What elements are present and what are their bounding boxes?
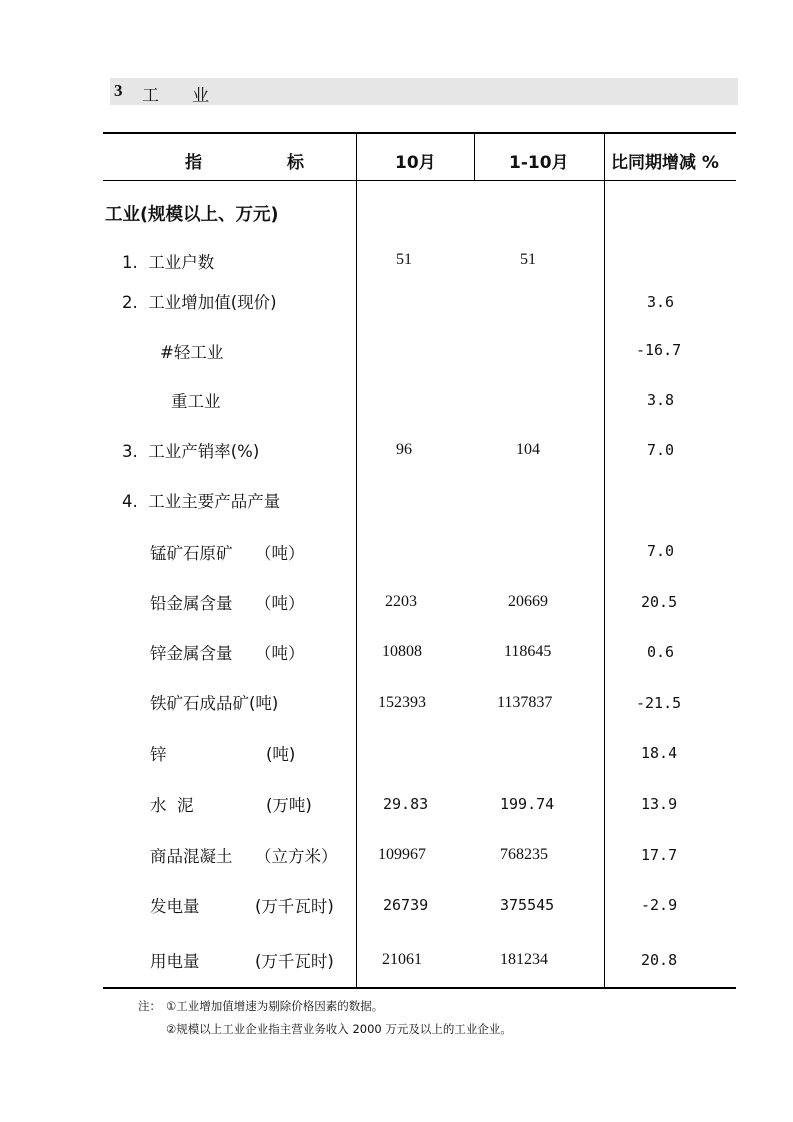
section-title-char-1: 工 — [142, 86, 159, 106]
row-unit: （吨） — [255, 544, 305, 563]
row-ytd-value: 51 — [520, 251, 536, 268]
header-indicator-a: 指 — [185, 153, 202, 173]
row-label: 铁矿石成品矿(吨) — [150, 694, 279, 713]
row-month-value: 26739 — [383, 896, 429, 914]
row-ytd-value: 181234 — [500, 951, 548, 968]
row-label: #轻工业 — [160, 343, 224, 362]
column-divider-2 — [474, 133, 475, 181]
row-change-value: 3.8 — [647, 391, 675, 409]
row-label: 锰矿石原矿 — [150, 544, 233, 563]
table-top-rule — [103, 132, 736, 134]
row-change-value: 18.4 — [641, 744, 678, 762]
row-change-value: 0.6 — [647, 643, 675, 661]
row-ytd-value: 118645 — [504, 643, 552, 660]
row-unit: (万千瓦时) — [255, 897, 334, 916]
row-unit: （立方米） — [255, 847, 338, 866]
row-ytd-value: 104 — [516, 441, 540, 458]
row-ytd-value: 20669 — [508, 593, 548, 610]
column-divider-1 — [356, 133, 357, 989]
table-header-rule — [103, 180, 736, 181]
row-label: 1. 工业户数 — [122, 253, 215, 272]
group-title: 工业(规模以上、万元) — [105, 205, 279, 225]
row-ytd-value: 375545 — [500, 896, 555, 914]
row-label: 水 泥 — [150, 796, 194, 815]
row-label: 锌 — [150, 745, 167, 764]
row-label: 3. 工业产销率(%) — [122, 442, 260, 461]
row-month-value: 21061 — [382, 951, 422, 968]
row-unit: (万吨) — [266, 796, 312, 815]
row-label: 铅金属含量 — [150, 594, 233, 613]
row-change-value: 3.6 — [647, 293, 675, 311]
row-ytd-value: 1137837 — [497, 694, 553, 711]
row-ytd-value: 199.74 — [500, 795, 555, 813]
row-label: 2. 工业增加值(现价) — [122, 293, 277, 312]
table-bottom-rule — [103, 987, 736, 989]
row-change-value: 20.5 — [641, 593, 678, 611]
row-month-value: 29.83 — [383, 795, 429, 813]
row-unit: (吨) — [266, 745, 296, 764]
row-label: 锌金属含量 — [150, 644, 233, 663]
row-change-value: -16.7 — [636, 341, 682, 359]
row-label: 发电量 — [150, 897, 200, 916]
row-change-value: -21.5 — [636, 694, 682, 712]
section-title-char-2: 业 — [192, 86, 209, 106]
note-2: ②规模以上工业企业指主营业务收入 2000 万元及以上的工业企业。 — [166, 1022, 512, 1036]
row-month-value: 51 — [396, 251, 412, 268]
row-change-value: 17.7 — [641, 846, 678, 864]
note-1: ①工业增加值增速为剔除价格因素的数据。 — [166, 999, 384, 1013]
row-label: 用电量 — [150, 952, 200, 971]
row-change-value: 20.8 — [641, 951, 678, 969]
header-ytd: 1-10月 — [509, 153, 569, 173]
header-change: 比同期增减 % — [611, 153, 719, 173]
header-month: 10月 — [395, 153, 436, 173]
row-month-value: 96 — [396, 441, 412, 458]
row-ytd-value: 768235 — [500, 846, 548, 863]
header-indicator-b: 标 — [287, 153, 304, 173]
row-unit: (万千瓦时) — [255, 952, 334, 971]
row-month-value: 152393 — [378, 694, 426, 711]
row-change-value: 7.0 — [647, 542, 675, 560]
row-unit: （吨） — [255, 594, 305, 613]
notes-prefix: 注： — [138, 999, 161, 1013]
section-number: 3 — [114, 81, 123, 100]
row-month-value: 109967 — [378, 846, 426, 863]
section-header — [110, 78, 738, 105]
row-month-value: 10808 — [382, 643, 422, 660]
row-label: 商品混凝土 — [150, 847, 233, 866]
row-label: 重工业 — [171, 392, 221, 411]
row-change-value: -2.9 — [641, 896, 678, 914]
row-label: 4. 工业主要产品产量 — [122, 492, 281, 511]
row-unit: （吨） — [255, 644, 305, 663]
row-month-value: 2203 — [385, 593, 417, 610]
row-change-value: 13.9 — [641, 795, 678, 813]
row-change-value: 7.0 — [647, 441, 675, 459]
column-divider-3 — [604, 133, 605, 989]
